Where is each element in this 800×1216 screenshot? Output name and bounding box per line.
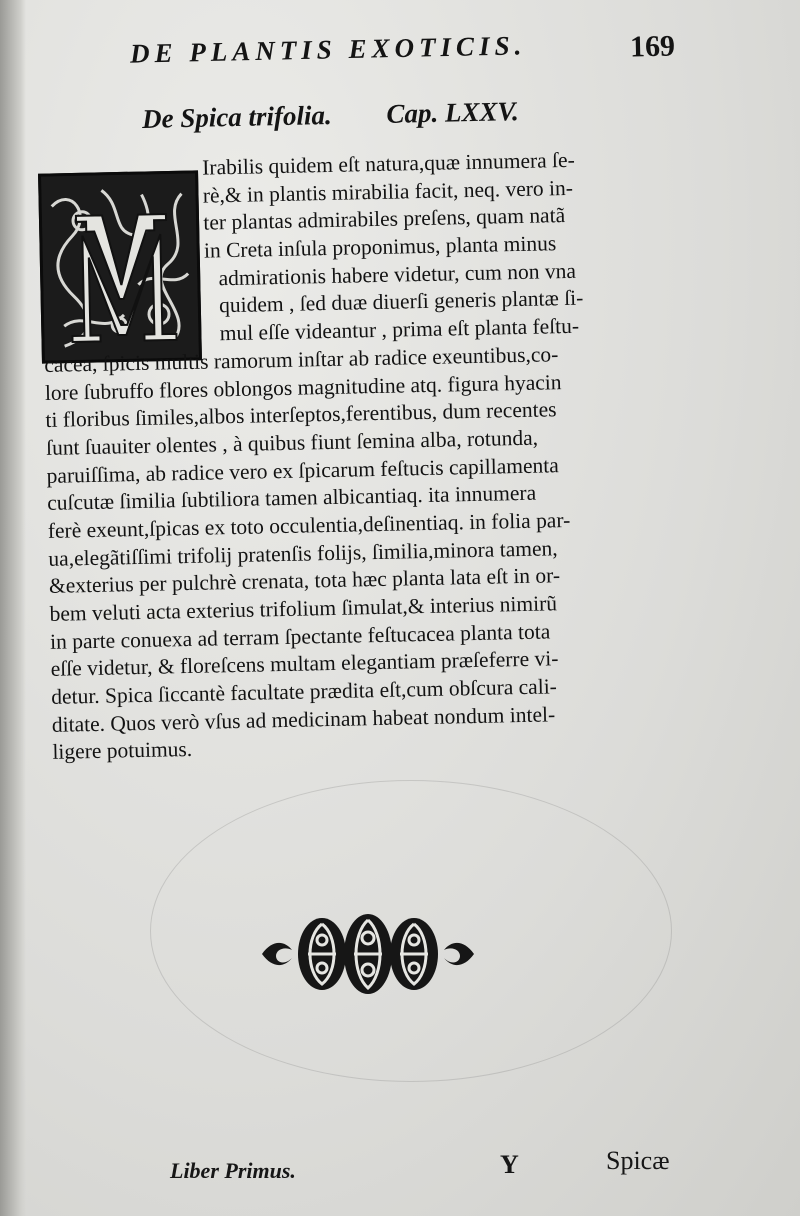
body-line: quidem , ſed duæ diuerſi generis plantæ ſi- <box>218 286 584 318</box>
body-line: ti floribus ſimiles,albos interſeptos,ferentibus, dum recentes <box>45 397 557 433</box>
body-line: ligere potuimus. <box>52 737 193 765</box>
body-line: ua,elegãtiſſimi trifolij pratenſis folijs, ſimilia,minora tamen, <box>48 535 558 571</box>
body-line: ferè exeunt,ſpicas ex toto occulentia,deſinentiaq. in folia par- <box>47 507 571 543</box>
page-number: 169 <box>629 29 676 64</box>
catchword: Spicæ <box>606 1146 670 1175</box>
body-line: bem veluti acta exterius trifolium ſimulat,& interius nimirũ <box>49 591 558 626</box>
printers-ornament-icon <box>262 910 474 998</box>
body-line: cacea, ſpicis multis ramorum inſtar ab radice exeuntibus,co- <box>44 342 559 377</box>
chapter-heading <box>142 96 519 135</box>
body-line: in Creta inſula proponimus, planta minus <box>203 231 557 263</box>
chapter-title: De Spica trifolia. <box>141 99 333 134</box>
body-line: &exterius per pulchrè crenata, tota hæc planta lata eſt in or- <box>48 563 561 599</box>
body-line: paruiſſima, ab radice vero ex ſpicarum feſtucis capillamenta <box>46 452 559 488</box>
body-line: in parte conuexa ad terram ſpectante feſtucacea planta tota <box>49 619 551 654</box>
signature-mark: Y <box>500 1150 519 1179</box>
body-line: ter plantas admirabiles preſens, quam natã <box>203 203 566 235</box>
body-line: cuſcutæ ſimilia ſubtiliora tamen albicantiaq. ita innumera <box>46 480 537 516</box>
footer-book-title: Liber Primus. <box>170 1158 296 1183</box>
body-line: eſſe videtur, & floreſcens multam elegantiam præſeferre vi- <box>50 646 559 682</box>
body-line: lore ſubruffo flores oblongos magnitudine atq. figura hyacin <box>44 369 562 405</box>
running-head: DE PLANTIS EXOTICIS. <box>129 30 527 69</box>
body-line: rè,& in plantis mirabilia facit, neq. vero in- <box>202 175 574 208</box>
gutter-shadow <box>0 0 26 1216</box>
body-line: ditate. Quos verò vſus ad medicinam habeat nondum intel- <box>51 702 556 737</box>
body-line: admirationis habere videtur, cum non vna <box>218 258 577 291</box>
body-line: detur. Spica ſiccantè facultate prædita eſt,cum obſcura cali- <box>51 674 558 709</box>
chapter-body <box>40 144 713 767</box>
body-line: ſunt ſuauiter olentes , à quibus fiunt ſemina alba, rotunda, <box>45 425 539 460</box>
chapter-number: Cap. LXXV. <box>386 96 520 129</box>
body-line: mul eſſe videantur , prima eſt planta feſtu- <box>219 313 580 346</box>
body-line: Irabilis quidem eſt natura,quæ innumera ſe- <box>201 147 575 180</box>
